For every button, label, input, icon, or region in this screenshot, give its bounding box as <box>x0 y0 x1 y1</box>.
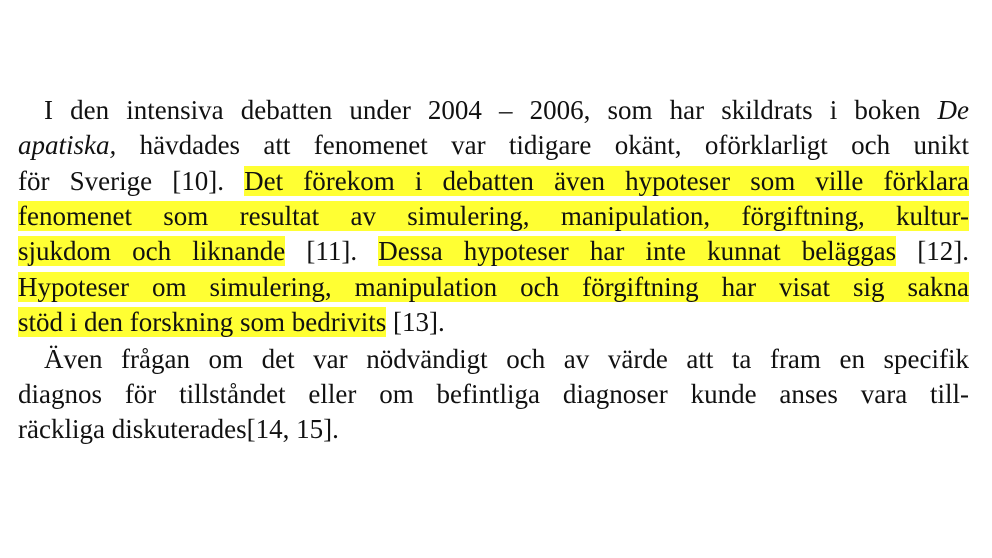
paragraph-1-line-2 <box>18 128 969 162</box>
citation: [13]. <box>386 307 445 337</box>
text-run: diagnos för tillståndet eller om befintliga diagnoser kunde anses vara till- <box>18 379 969 409</box>
citation: [11]. <box>285 236 379 266</box>
text-run: för Sverige [10]. <box>18 166 245 196</box>
paragraph-1-line-7 <box>18 305 969 339</box>
paragraph-2-line-3 <box>18 412 969 446</box>
citation: [12]. <box>896 236 970 266</box>
paragraph-2-line-2 <box>18 377 969 411</box>
paragraph-1-line-3 <box>18 164 969 198</box>
paragraph-1-line-5 <box>18 234 969 268</box>
paragraph-1-line-4 <box>18 199 969 233</box>
paragraph-1-line-1 <box>44 93 969 127</box>
text-run: hävdades att fenomenet var tidigare okänt, oförklarligt och unikt <box>116 130 969 160</box>
book-title-part-2: apatiska, <box>18 130 117 160</box>
highlighted-text: Det förekom i debatten även hypoteser som ville förklara <box>244 166 969 196</box>
highlighted-text: sjukdom och liknande <box>18 236 286 266</box>
highlighted-text: Dessa hypoteser har inte kunnat beläggas <box>378 236 897 266</box>
highlighted-text: Hypoteser om simulering, manipulation och förgiftning har visat sig sakna <box>18 272 969 302</box>
text-run: Även frågan om det var nödvändigt och av värde att ta fram en specifik <box>44 344 969 374</box>
paragraph-1-line-6 <box>18 270 969 304</box>
highlighted-text: fenomenet som resultat av simulering, manipulation, förgiftning, kultur- <box>18 201 969 231</box>
text-run: I den intensiva debatten under 2004 – 2006, som har skildrats i boken <box>44 95 938 125</box>
text-run: räckliga diskuterades[14, 15]. <box>18 414 339 444</box>
book-title-part-1: De <box>937 95 969 125</box>
paragraph-2-line-1 <box>44 342 969 376</box>
highlighted-text: stöd i den forskning som bedrivits <box>18 307 387 337</box>
